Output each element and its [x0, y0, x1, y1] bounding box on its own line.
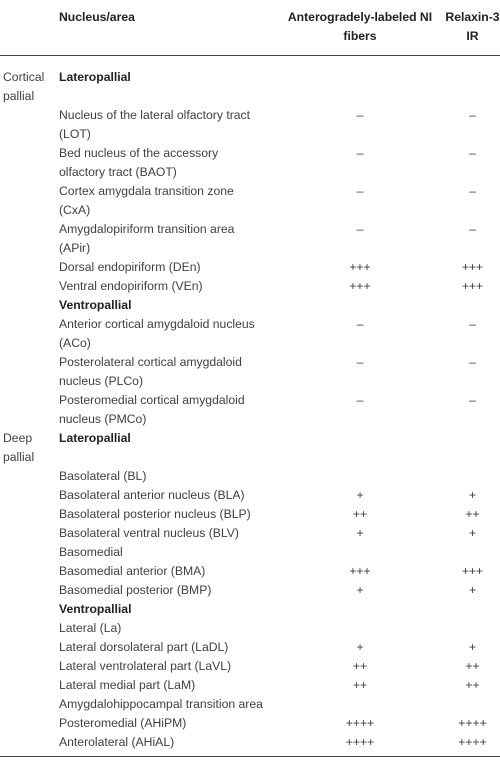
relaxin-cell: ++ — [465, 659, 480, 673]
antero-cell — [275, 56, 445, 107]
nucleus-cell: Basolateral anterior nucleus (BLA) — [59, 488, 245, 502]
relaxin-cell — [445, 56, 500, 107]
antero-cell: ++ — [352, 507, 368, 521]
region-cell — [0, 562, 55, 581]
nucleus-cell: Posteromedial cortical amygdaloid nucleus (PMCo) — [59, 393, 245, 426]
nucleus-cell: Posterolateral cortical amygdaloid nucleus (PLCo) — [59, 355, 242, 388]
nucleus-cell: Ventropallial — [59, 298, 132, 312]
nucleus-cell: Ventral endopiriform (VEn) — [59, 279, 203, 293]
nucleus-cell: Lateral dorsolateral part (LaDL) — [59, 640, 229, 654]
nucleus-cell: Anterolateral (AHiAL) — [59, 735, 175, 749]
relaxin-cell: +++ — [461, 260, 484, 274]
antero-cell — [275, 543, 445, 562]
relaxin-cell: – — [469, 317, 476, 331]
relaxin-cell: – — [469, 222, 476, 236]
region-cell — [0, 391, 55, 429]
table-row — [0, 144, 500, 182]
table-row — [0, 315, 500, 353]
antero-cell: +++ — [349, 260, 371, 274]
table-row — [0, 220, 500, 258]
table-row — [0, 486, 500, 505]
region-cell — [0, 638, 55, 657]
nucleus-cell: Basolateral ventral nucleus (BLV) — [59, 526, 239, 540]
nucleus-cell: Amygdalohippocampal transition area — [59, 697, 263, 711]
antero-cell: ++++ — [345, 735, 375, 749]
nucleus-cell: Lateral (La) — [59, 621, 122, 635]
table-row — [0, 714, 500, 733]
relaxin-cell — [445, 600, 500, 619]
nucleus-cell: Cortex amygdala transition zone (CxA) — [59, 184, 234, 217]
antero-cell — [275, 600, 445, 619]
relaxin-cell: +++ — [461, 279, 484, 293]
table-row — [0, 695, 500, 714]
relaxin-cell: + — [468, 488, 477, 502]
table-row — [0, 505, 500, 524]
relaxin-cell: – — [469, 355, 476, 369]
antero-cell: +++ — [349, 564, 371, 578]
table-row — [0, 467, 500, 486]
antero-cell: – — [356, 355, 364, 369]
antero-cell — [275, 619, 445, 638]
region-cell — [0, 657, 55, 676]
antero-cell — [275, 695, 445, 714]
region-cell — [0, 277, 55, 296]
nucleus-cell: Anterior cortical amygdaloid nucleus (ACo) — [59, 317, 255, 350]
region-cell — [0, 600, 55, 619]
header-nucleus: Nucleus/area — [59, 10, 135, 24]
antero-cell — [275, 467, 445, 486]
antero-cell: – — [356, 317, 364, 331]
antero-cell — [275, 296, 445, 315]
nucleus-cell: Basomedial — [59, 545, 123, 559]
relaxin-cell — [445, 429, 500, 467]
nucleus-cell: Basolateral posterior nucleus (BLP) — [59, 507, 251, 521]
antero-cell — [275, 429, 445, 467]
relaxin-cell: + — [468, 640, 477, 654]
header-region — [0, 0, 55, 56]
table-row — [0, 258, 500, 277]
nucleus-cell: Lateral ventrolateral part (LaVL) — [59, 659, 232, 673]
antero-cell: ++ — [352, 678, 368, 692]
table-row — [0, 543, 500, 562]
antero-cell: – — [356, 222, 364, 236]
relaxin-cell — [445, 695, 500, 714]
nucleus-cell: Ventropallial — [59, 602, 132, 616]
table-row — [0, 733, 500, 757]
table-row — [0, 353, 500, 391]
relaxin-cell: – — [469, 108, 476, 122]
relaxin-cell — [445, 619, 500, 638]
antero-cell: – — [356, 146, 364, 160]
region-cell — [0, 543, 55, 562]
table-header — [0, 0, 500, 56]
region-cell — [0, 486, 55, 505]
antero-cell: +++ — [349, 279, 371, 293]
table-row — [0, 619, 500, 638]
nucleus-cell: Bed nucleus of the accessory olfactory tract (BAOT) — [59, 146, 219, 179]
relaxin-cell: – — [469, 393, 476, 407]
region-cell: Deep pallial — [3, 431, 35, 464]
antero-cell: + — [356, 640, 364, 654]
region-cell — [0, 619, 55, 638]
table-row — [0, 106, 500, 144]
antero-cell: – — [356, 108, 364, 122]
table-body — [0, 56, 500, 757]
table-row — [0, 524, 500, 543]
relaxin-cell: + — [468, 526, 477, 540]
antero-cell: – — [356, 184, 364, 198]
relaxin-cell: ++++ — [458, 735, 487, 749]
relaxin-cell — [445, 296, 500, 315]
region-cell — [0, 296, 55, 315]
group-row — [0, 296, 500, 315]
table-row — [0, 562, 500, 581]
table-row — [0, 581, 500, 600]
header-relaxin: Relaxin-3 IR — [445, 10, 500, 43]
relaxin-cell: ++++ — [458, 716, 487, 730]
region-cell — [0, 714, 55, 733]
table-row — [0, 638, 500, 657]
relaxin-cell: ++ — [465, 678, 480, 692]
antero-cell: – — [356, 393, 364, 407]
nucleus-cell: Lateropallial — [59, 431, 131, 445]
relaxin-cell: – — [469, 146, 476, 160]
relaxin-cell — [445, 543, 500, 562]
region-cell — [0, 353, 55, 391]
nucleus-cell: Basomedial anterior (BMA) — [59, 564, 206, 578]
table-row — [0, 391, 500, 429]
table-row — [0, 657, 500, 676]
region-cell — [0, 695, 55, 714]
region-cell — [0, 676, 55, 695]
nucleus-cell: Basomedial posterior (BMP) — [59, 583, 212, 597]
antero-cell: + — [356, 583, 364, 597]
nucleus-cell: Lateropallial — [59, 70, 131, 84]
relaxin-cell — [445, 467, 500, 486]
nucleus-cell: Basolateral (BL) — [59, 469, 147, 483]
group-row — [0, 600, 500, 619]
nucleus-cell: Posteromedial (AHiPM) — [59, 716, 187, 730]
relaxin-cell: ++ — [465, 507, 480, 521]
region-cell — [0, 524, 55, 543]
antero-cell: ++ — [352, 659, 368, 673]
region-cell — [0, 144, 55, 182]
region-cell — [0, 258, 55, 277]
region-cell — [0, 182, 55, 220]
table-row — [0, 277, 500, 296]
relaxin-cell: +++ — [461, 564, 484, 578]
table-row — [0, 676, 500, 695]
region-cell — [0, 505, 55, 524]
antero-cell: + — [356, 488, 364, 502]
group-row — [0, 56, 500, 107]
antero-cell: ++++ — [345, 716, 375, 730]
nucleus-cell: Lateral medial part (LaM) — [59, 678, 196, 692]
nucleus-cell: Dorsal endopiriform (DEn) — [59, 260, 201, 274]
region-cell — [0, 581, 55, 600]
header-antero: Anterogradely-labeled NI fibers — [287, 10, 433, 43]
region-cell — [0, 467, 55, 486]
region-cell — [0, 315, 55, 353]
nucleus-cell: Amygdalopiriform transition area (APir) — [59, 222, 235, 255]
relaxin-cell: + — [468, 583, 477, 597]
table-row — [0, 182, 500, 220]
header-row — [0, 0, 500, 56]
region-cell — [0, 733, 55, 757]
antero-cell: + — [356, 526, 364, 540]
region-cell — [0, 106, 55, 144]
region-cell — [0, 220, 55, 258]
group-row — [0, 429, 500, 467]
nucleus-cell: Nucleus of the lateral olfactory tract (LOT) — [59, 108, 251, 141]
region-cell: Cortical pallial — [3, 70, 45, 103]
relaxin-cell: – — [469, 184, 476, 198]
